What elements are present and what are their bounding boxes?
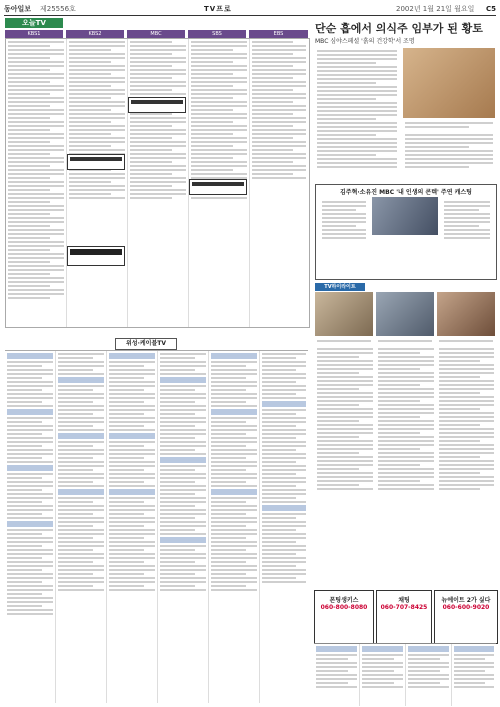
classified-listings [314,643,496,706]
tv-schedule-grid [5,38,310,328]
classified-column [314,644,360,706]
channel-sbs-header: SBS [188,30,246,38]
page-number: C5 [485,5,496,13]
highlight-caption [315,338,373,344]
cast-news-body-left [320,199,368,275]
highlight-box [128,97,186,113]
listing-column [5,351,56,703]
highlight-photo [437,292,495,336]
ad-headline: 뉴에이트 2가 싶다 [441,597,491,604]
highlight-text-col2 [376,346,436,586]
schedule-column-kbs1 [6,39,67,327]
satellite-cable-title: 위성·케이블TV [115,338,177,350]
phone-ad [376,590,432,644]
page-header [4,3,496,15]
highlight-photo [376,292,434,336]
publication-name: 동아일보 [4,5,32,13]
cast-photo [372,197,438,235]
highlight-photo [315,292,373,336]
satellite-cable-listings [5,350,308,703]
phone-ad [314,590,374,644]
issue-date: 2002년 1월 21일 월요일 [396,5,475,13]
listing-column [158,351,209,703]
channel-mbc-header: MBC [127,30,185,38]
cast-news-box [315,184,497,280]
ad-phone-number: 060-600-9020 [442,604,490,611]
article-body-continued [403,132,495,180]
highlight-text-col3 [437,346,496,586]
listing-column [209,351,260,703]
article-subtitle: MBC 심야스페셜 '흙의 건강학'서 조명 [315,38,415,45]
listing-column [260,351,308,703]
schedule-column-ebs [250,39,308,327]
article-photo-caption [403,120,495,130]
cast-news-title: 김주혁·소유진 MBC '내 인생의 콘텍' 주연 캐스팅 [340,189,472,196]
highlight-text-col1 [315,346,375,586]
tv-highlight-label: TV하이라이트 [315,283,365,291]
channel-ebs-header: EBS [249,30,308,38]
listing-column [107,351,158,703]
highlight-box [189,179,247,195]
ad-phone-number: 060-800-8080 [320,604,368,611]
schedule-column-mbc [128,39,189,327]
section-title: TV프로 [204,5,232,13]
classified-column [452,644,496,706]
article-body [315,48,399,180]
edition-number: 제25556호 [40,5,76,13]
schedule-inline-ad [67,246,125,266]
ad-headline: 폰팅생키스 [329,597,359,604]
channel-kbs2-header: KBS2 [66,30,124,38]
article-title: 단순 흡에서 의식주 임부가 된 황토 [315,22,483,35]
schedule-column-kbs2 [67,39,128,327]
ad-phone-number: 060-707-8425 [380,604,428,611]
classified-column [360,644,406,706]
article-photo [403,48,495,118]
highlight-caption [376,338,434,344]
listing-column [56,351,107,703]
cast-news-body-right [442,199,492,275]
today-tv-label: 오늘TV [5,18,63,28]
header-rule [4,15,496,16]
highlight-caption [437,338,495,344]
ad-headline: 채팅 [398,597,410,604]
phone-ad [434,590,498,644]
classified-column [406,644,452,706]
channel-kbs1-header: KBS1 [5,30,63,38]
highlight-box [67,154,125,170]
